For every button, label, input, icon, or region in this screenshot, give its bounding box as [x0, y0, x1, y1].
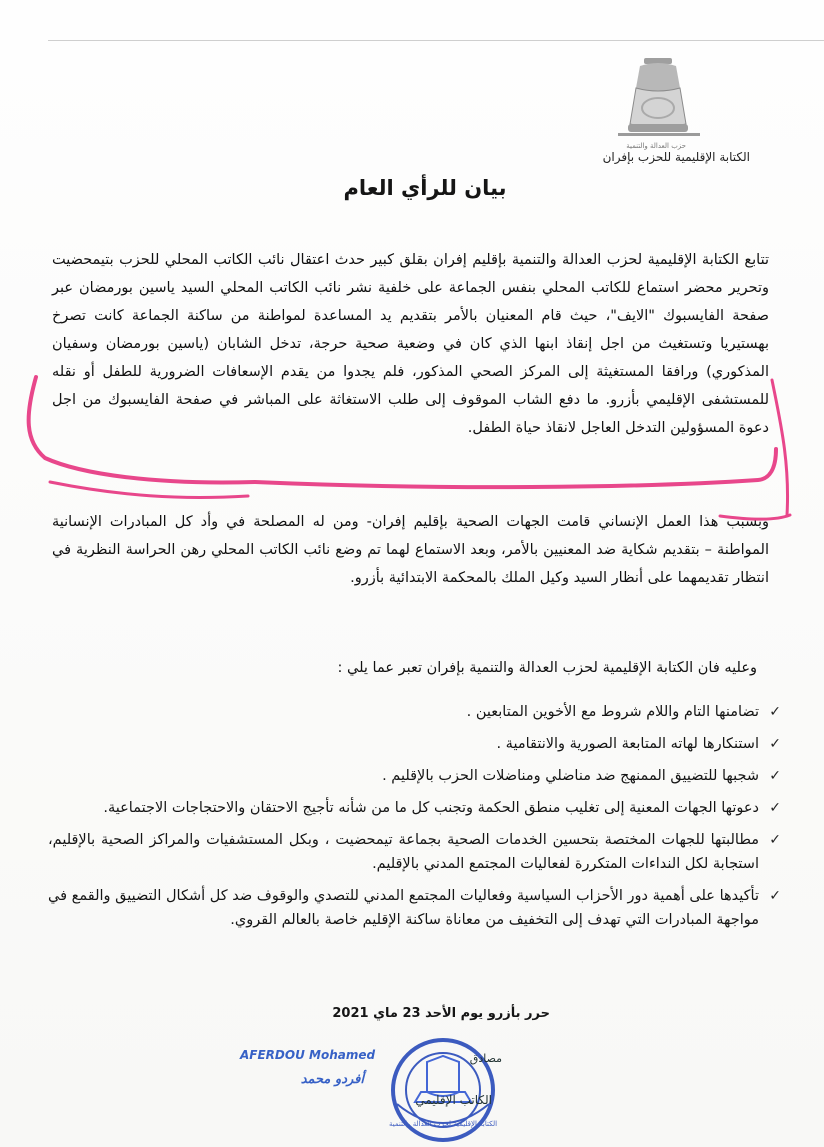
- signature-role: الكاتب الإقليمي: [415, 1093, 492, 1107]
- check-icon: ✓: [769, 768, 781, 784]
- checklist-item: ✓ مطالبتها للجهات المختصة بتحسين الخدمات الصحية بجماعة تيمحضيت ، وبكل المستشفيات والمراكز الصحية بالإقليم، استجابة لكل النداءات المتكررة لفعاليات المجتمع المدني بالإقليم.: [48, 828, 781, 876]
- check-icon: ✓: [769, 704, 781, 720]
- checklist-item: ✓ دعوتها الجهات المعنية إلى تغليب منطق الحكمة وتجنب كل ما من شأنه تأجيج الاحتقان والاحتجاجات الاجتماعية.: [48, 796, 781, 820]
- checklist-item: ✓ تأكيدها على أهمية دور الأحزاب السياسية وفعاليات المجتمع المدني للتصدي والوقوف ضد كل أشكال التضييق والقمع في مواجهة المبادرات التي تهدف إلى التخفيف من معاناة ساكنة الإقليم خاصة بالعالم القروي.: [48, 884, 781, 932]
- paragraph-incident: تتابع الكتابة الإقليمية لحزب العدالة والتنمية بإقليم إفران بقلق كبير حدث اعتقال نائب الكاتب المحلي للحزب بتيمحضيت وتحرير محضر استماع للكاتب المحلي بنفس الجماعة على خلفية نشر نائب الكاتب المحلي السيد ياسين بورمضان عبر صفحة الفايسبوك "الايف"، حيث قام المعنيان بالأمر بتقديم يد المساعدة لمواطنة من ساكنة الجماعة كانت تصرخ بهستيريا وتستغيث من اجل إنقاذ ابنها الذي كان في وضعية صحية حرجة، تدخل الشابان (ياسين بورمضان وسفيان المذكوري) ورافقا المستغيثة إلى المركز الصحي المذكور، فلم يجدوا من يقدم الإسعافات الضرورية للطفل أو نقله للمستشفى الإقليمي بأزرو. ما دفع الشاب الموقوف إلى طلب الاستغاثة على المباشر في صفحة الفايسبوك من اجل دعوة المسؤولين التدخل العاجل لانقاذ حياة الطفل.: [52, 252, 769, 436]
- statement-checklist: [48, 700, 781, 940]
- check-icon: ✓: [769, 832, 781, 848]
- checklist-item: ✓ تضامنها التام واللام شروط مع الأخوين المتابعين .: [48, 700, 781, 724]
- official-stamp: [385, 1030, 505, 1147]
- stamp-text: الكتابة الإقليمية لحزب العدالة والتنمية: [388, 1120, 498, 1128]
- check-icon: ✓: [769, 736, 781, 752]
- checklist-item: ✓ شجبها للتضييق الممنهج ضد مناضلي ومناضلات الحزب بالإقليم .: [48, 764, 781, 788]
- signature-latin-name: AFERDOU Mohamed: [240, 1048, 376, 1062]
- organization-name: الكتابة الإقليمية للحزب بإفران: [602, 150, 750, 164]
- paragraph-complaint: وبسبب هذا العمل الإنساني قامت الجهات الصحية بإقليم إفران- ومن له المصلحة في وأد كل المبادرات الإنسانية المواطنة – بتقديم شكاية ضد المعنيين بالأمر، وبعد الاستماع لهما تم وضع نائب الكاتب المحلي رهن الحراسة النظرية في انتظار تقديمهما على أنظار السيد وكيل الملك بالمحكمة الابتدائية بأزرو.: [52, 514, 769, 586]
- document-title: بيان للرأي العام: [343, 176, 507, 200]
- signature-arabic-name: أفردو محمد: [300, 1072, 364, 1087]
- logo-caption: حزب العدالة والتنمية: [626, 142, 686, 150]
- paragraph-statement-intro: وعليه فان الكتابة الإقليمية لحزب العدالة والتنمية بإفران تعبر عما يلي :: [337, 660, 757, 676]
- signoff-date: حرر بأزرو يوم الأحد 23 ماي 2021: [332, 1006, 550, 1021]
- check-icon: ✓: [769, 888, 781, 904]
- stamp-title: مصادق: [469, 1052, 502, 1065]
- checklist-item: ✓ استنكارها لهاته المتابعة الصورية والانتقامية .: [48, 732, 781, 756]
- check-icon: ✓: [769, 800, 781, 816]
- page-top-edge: [48, 40, 824, 41]
